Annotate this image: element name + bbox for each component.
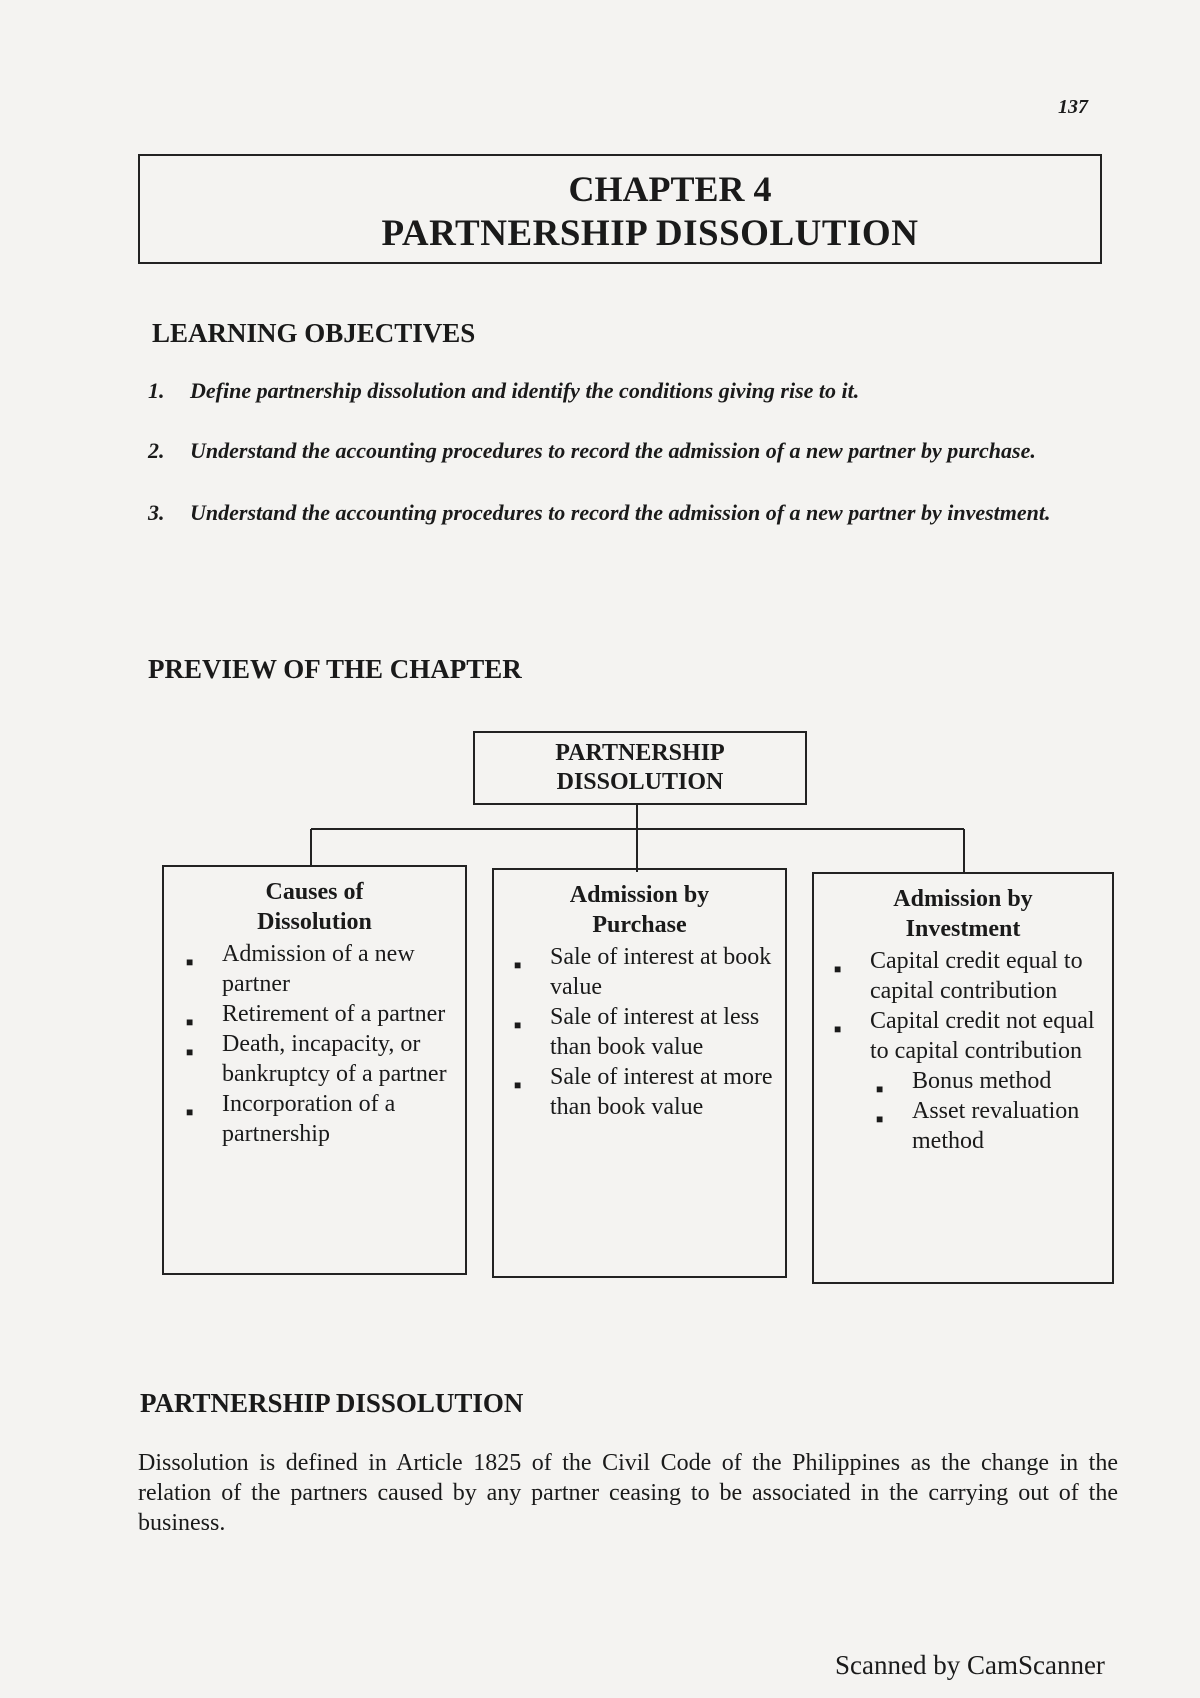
scanner-watermark: Scanned by CamScanner: [835, 1650, 1105, 1680]
objective-item: [148, 500, 1098, 526]
list-item: ■ Sale of interest at book value: [550, 942, 777, 1002]
objective-number: 2.: [148, 438, 165, 463]
list-item: ■ Capital credit not equal to capital contribution ■ Bonus method ■ Asset revaluation method: [870, 1006, 1104, 1156]
node-title-line1: Causes of: [265, 879, 364, 905]
node-list: [164, 939, 465, 1149]
node-title-line1: Admission by: [569, 882, 710, 908]
root-label-line2: DISSOLUTION: [556, 769, 724, 795]
node-title-line1: Admission by: [893, 886, 1033, 912]
node-title: [164, 877, 465, 937]
list-item: ■ Incorporation of a partnership: [222, 1089, 457, 1149]
node-list: [814, 946, 1112, 1156]
objective-number: 3.: [148, 500, 165, 525]
sublist-item: ■ Asset revaluation method: [912, 1096, 1104, 1156]
section-paragraph: Dissolution is defined in Article 1825 of the Civil Code of the Philippines as the change in the relation of the partners caused by any partner ceasing to be associated in the carrying out of the business.: [138, 1450, 1118, 1536]
node-list: [494, 942, 785, 1122]
list-item: ■ Sale of interest at more than book value: [550, 1062, 777, 1122]
objective-item: [148, 438, 1098, 464]
objective-item: [148, 378, 1098, 404]
node-sublist: [870, 1066, 1104, 1156]
node-title: [494, 880, 785, 940]
node-title-line2: Dissolution: [257, 909, 372, 935]
node-title-line2: Investment: [905, 916, 1021, 942]
root-label-line1: PARTNERSHIP: [555, 740, 725, 766]
diagram-node-causes: [162, 865, 467, 1275]
section-heading: PARTNERSHIP DISSOLUTION: [140, 1388, 524, 1418]
node-title: [814, 884, 1112, 944]
learning-objectives-list: [148, 378, 1098, 526]
page-number: 137: [1058, 96, 1088, 118]
node-title-line2: Purchase: [592, 912, 687, 938]
list-item: ■ Capital credit equal to capital contribution: [870, 946, 1104, 1006]
list-item: ■ Sale of interest at less than book value: [550, 1002, 777, 1062]
sublist-item: ■ Bonus method: [912, 1066, 1104, 1096]
objective-text: Define partnership dissolution and identify the conditions giving rise to it.: [190, 378, 860, 403]
list-item: ■ Death, incapacity, or bankruptcy of a partner: [222, 1029, 457, 1089]
list-item: ■ Admission of a new partner: [222, 939, 457, 999]
objective-text: Understand the accounting procedures to record the admission of a new partner by investment.: [190, 500, 1051, 525]
objective-number: 1.: [148, 378, 165, 403]
chapter-title-box: [138, 154, 1102, 264]
preview-heading: PREVIEW OF THE CHAPTER: [148, 654, 522, 684]
learning-objectives-heading: LEARNING OBJECTIVES: [152, 318, 476, 348]
diagram-node-purchase: [492, 868, 787, 1278]
diagram-node-investment: [812, 872, 1114, 1284]
chapter-title: PARTNERSHIP DISSOLUTION: [381, 213, 919, 254]
objective-text: Understand the accounting procedures to record the admission of a new partner by purchase.: [190, 438, 1036, 463]
chapter-number: CHAPTER 4: [568, 169, 772, 209]
list-item: ■ Retirement of a partner: [222, 999, 457, 1029]
diagram-root-node: [473, 731, 807, 805]
